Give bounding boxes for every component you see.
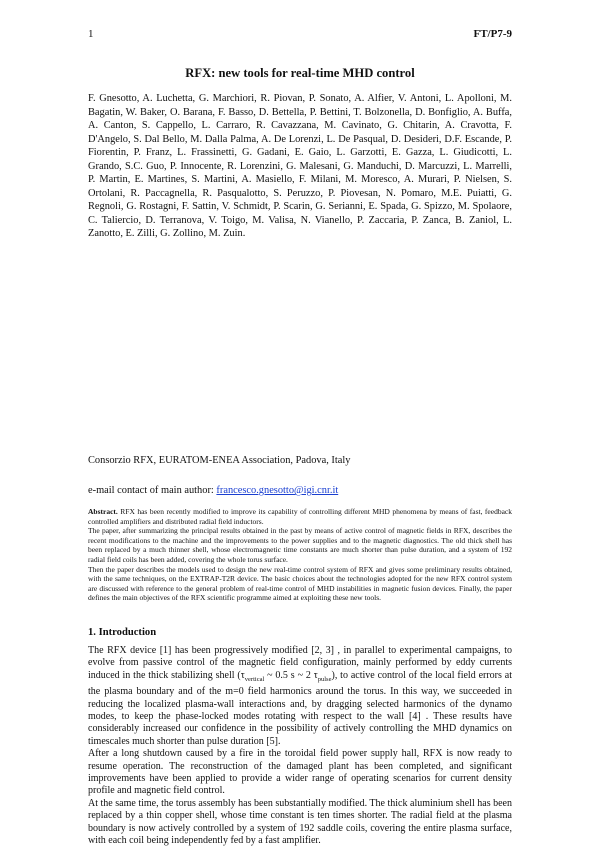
abstract-paragraph-3: Then the paper describes the models used to design the new real-time control system of RFX and gives some preliminary results obtained, with the same techniques, on the EXTRAP-T2R device. The basic choices about the technologies adopted for the new RFX control system are discussed with reference to the general problem of real-time control of MHD instabilities in magnetic fusion devices. Finally, the paper defines the main objectives of the RFX scientific programme aimed at exploiting these new tools. (88, 564, 512, 603)
abstract-paragraph-1: Abstract. RFX has been recently modified to improve its capability of controlling different MHD phenomena by means of fast, feedback controlled amplifiers and distributed radial field inductors. (88, 507, 512, 526)
affiliation: Consorzio RFX, EURATOM-ENEA Association, Padova, Italy (88, 455, 351, 466)
body-paragraph-3: At the same time, the torus assembly has been substantially modified. The thick aluminium shell has been replaced by a thin copper shell, whose time constant is ten times shorter. The radial field at the plasma boundary is now actively controlled by a system of 192 saddle coils, covering the entire plasma surface, with each coil being independently fed by a fast amplifier. (88, 797, 512, 847)
section-heading: 1. Introduction (88, 627, 157, 638)
abstract-paragraph-2: The paper, after summarizing the principal results obtained in the past by means of active control of magnetic fields in RFX, describes the recent modifications to the machine and the improvements to the power supplies and to the magnetic diagnostics. The old thick shell has been replaced by a much thinner shell, whose electromagnetic time constants are much shorter than pulse duration, and a system of 192 radial field coils has been added, covering the whole torus surface. (88, 526, 512, 564)
paper-title: RFX: new tools for real-time MHD control (185, 66, 415, 80)
author-list: F. Gnesotto, A. Luchetta, G. Marchiori, R. Piovan, P. Sonato, A. Alfier, V. Antoni, L. Apolloni, M. Bagatin, W. Baker, O. Barana, F. Basso, D. Bettella, P. Bettini, T. Bolzonella, D. Bonfiglio, A. Buffa, A. Canton, S. Cappello, L. Carraro, R. Cavazzana, M. Cavinato, G. Chitarin, A. Cravotta, F. D'Angelo, S. Dal Bello, M. Dalla Palma, A. De Lorenzi, L. De Pasqual, D. Desideri, D.F. Escande, P. Fiorentin, P. Franz, L. Frassinetti, G. Gadani, E. Gaio, L. Garzotti, E. Gazza, L. Giudicotti, L. Grando, S.C. Guo, P. Innocente, R. Lorenzini, G. Malesani, G. Manduchi, D. Marcuzzi, L. Marrelli, P. Martin, E. Martines, S. Martini, A. Masiello, F. Milani, M. Moresco, A. Murari, P. Nielsen, S. Ortolani, R. Paccagnella, R. Pasqualotto, S. Peruzzo, P. Piovesan, N. Pomaro, M.E. Puiatti, G. Regnoli, G. Rostagni, F. Sattin, V. Schmidt, P. Scarin, G. Serianni, E. Spada, G. Spizzo, M. Spolaore, C. Taliercio, D. Terranova, V. Toigo, M. Valisa, N. Vianello, P. Zaccaria, P. Zanca, B. Zaniol, L. Zanotto, E. Zilli, G. Zollino, M. Zuin. (88, 93, 512, 239)
contact-email-link[interactable]: francesco.gnesotto@igi.cnr.it (216, 485, 339, 496)
section-body (88, 645, 512, 848)
contact-line (88, 484, 512, 497)
page-number: 1 (88, 28, 94, 40)
contact-label: e-mail contact of main author: (88, 485, 217, 496)
paper-reference: FT/P7-9 (473, 28, 512, 40)
body-paragraph-1: The RFX device [1] has been progressively modified [2, 3] , in parallel to experimental campaigns, to evolve from passive control of the magnetic field configuration, mainly performed by eddy currents induced in the thick stabilizing shell ($\tau_{vertical}$ ~ 0.5 s ~ 2 $\tau_{pulse}$), to active control of the local field errors at the plasma boundary and of the m=0 field harmonics around the torus. In this way, we succeeded in reducing the localized plasma-wall interactions and, by dragging selected harmonics of the dynamo modes, to keep the phase-locked modes rotating with respect to the wall [4] . These results have considerably increased our confidence in the possibility of actively controlling the MHD dynamics on timescales much shorter than pulse duration [5]. (88, 645, 512, 747)
abstract-label: Abstract. (88, 507, 118, 516)
body-paragraph-2: After a long shutdown caused by a fire in the toroidal field power supply hall, RFX is now ready to resume operation. The reconstruction of the damaged plant has been completed, and significant improvements have been applied to provide a wider range of operating scenarios for current density profile and magnetic field control. (88, 748, 512, 797)
abstract (88, 507, 512, 603)
